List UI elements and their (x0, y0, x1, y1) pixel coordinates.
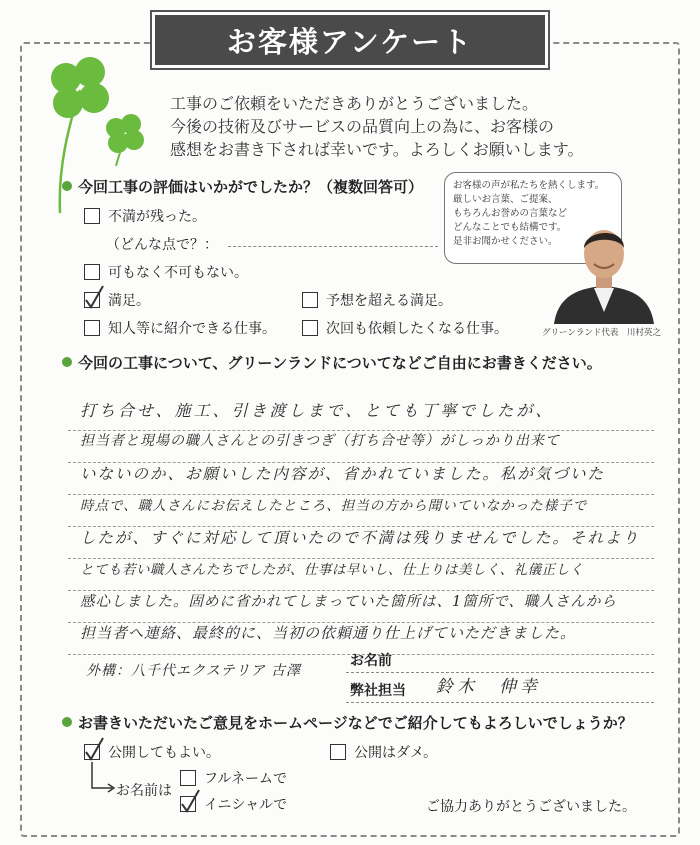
checkbox-checked[interactable] (180, 796, 196, 812)
intro-line: 工事のご依頼をいただきありがとうございました。 (170, 94, 539, 113)
option-publish-ng[interactable]: 公開はダメ。 (330, 742, 437, 762)
staff-name: 鈴木 伸幸 (436, 677, 541, 697)
intro-line: 感想をお書き下されば幸いです。よろしくお願いします。 (170, 140, 584, 159)
checkbox[interactable] (330, 744, 346, 760)
option-satisfied[interactable]: 満足。 (84, 290, 150, 310)
checkbox[interactable] (302, 320, 318, 336)
option-fullname[interactable]: フルネームで (180, 768, 287, 788)
photo-caption: グリーンランド代表 川村英之 (542, 328, 661, 338)
handwritten-line: 担当者と現場の職人さんとの引きつぎ（打ち合せ等）がしっかり出来て (80, 433, 560, 449)
handwritten-line: 感心しました。固めに省かれてしまっていた箇所は、1箇所で、職人さんから (80, 594, 617, 610)
where-field: （どんな点で？： (106, 237, 218, 253)
bullet-icon (62, 357, 72, 367)
checkbox[interactable] (180, 770, 196, 786)
checkmark-icon (82, 736, 106, 762)
bubble-line: 是非お聞かせください。 (453, 236, 558, 247)
handwritten-line: とても若い職人さんたちでしたが、仕事は早いし、仕上りは美しく、礼儀正しく (80, 562, 584, 578)
checkbox-checked[interactable] (84, 744, 100, 760)
q3-heading: お書きいただいたご意見をホームページなどでご紹介してもよろしいでしょうか？ (62, 712, 633, 733)
bullet-icon (62, 181, 72, 191)
checkbox[interactable] (84, 320, 100, 336)
representative-photo (548, 216, 660, 324)
checkbox-checked[interactable] (84, 292, 100, 308)
checkbox[interactable] (84, 264, 100, 280)
name-format-label: お名前は (116, 783, 172, 799)
thanks-text: ご協力ありがとうございました。 (426, 799, 636, 815)
option-exceeded[interactable]: 予想を超える満足。 (302, 290, 452, 310)
option-dissatisfied[interactable]: 不満が残った。 (84, 206, 206, 226)
q2-heading: 今回の工事について、グリーンランドについてなどご自由にお書きください。 (62, 352, 602, 373)
handwritten-line: 時点で、職人さんにお伝えしたところ、担当の方から聞いていなかった様子で (80, 498, 588, 514)
option-initials[interactable]: イニシャルで (180, 794, 287, 814)
bubble-line: もちろんお誉めの言葉など (453, 208, 568, 219)
intro-text (170, 92, 640, 161)
option-recommend[interactable]: 知人等に紹介できる仕事。 (84, 318, 276, 338)
where-input-line[interactable] (228, 246, 438, 247)
bubble-line: お客様の声が私たちを熱くします。 (453, 180, 605, 191)
intro-line: 今後の技術及びサービスの品質向上の為に、お客様の (170, 117, 555, 136)
handwritten-line: いないのか、お願いした内容が、省かれていました。私が気づいた (80, 465, 606, 483)
staff-label: 弊社担当 (350, 683, 406, 699)
checkmark-icon (178, 788, 202, 814)
option-neutral[interactable]: 可もなく不可もない。 (84, 262, 248, 282)
checkbox[interactable] (302, 292, 318, 308)
bubble-line: どんなことでも結構です。 (453, 222, 567, 233)
customer-name-label: お名前 (350, 653, 392, 669)
title-banner (152, 12, 548, 68)
bubble-line: 厳しいお言葉、ご提案、 (453, 194, 558, 205)
handwritten-line: 担当者へ連絡、最終的に、当初の依頼通り仕上げていただきました。 (80, 624, 577, 642)
branch-arrow-icon (88, 762, 118, 796)
work-note: 外構：八千代エクステリア 古澤 (86, 663, 302, 679)
handwritten-line: したが、すぐに対応して頂いたので不満は残りませんでした。それより (80, 529, 641, 547)
bullet-icon (62, 717, 72, 727)
q1-heading: 今回工事の評価はいかがでしたか？（複数回答可） (62, 176, 423, 197)
handwritten-line: 打ち合せ、施工、引き渡しまで、とても丁寧でしたが、 (80, 401, 555, 420)
option-again[interactable]: 次回も依頼したくなる仕事。 (302, 318, 508, 338)
checkbox[interactable] (84, 208, 100, 224)
option-publish-ok[interactable]: 公開してもよい。 (84, 742, 220, 762)
page-title: お客様アンケート (226, 24, 474, 59)
staff-name-line[interactable] (346, 702, 654, 703)
checkmark-icon (82, 284, 106, 310)
